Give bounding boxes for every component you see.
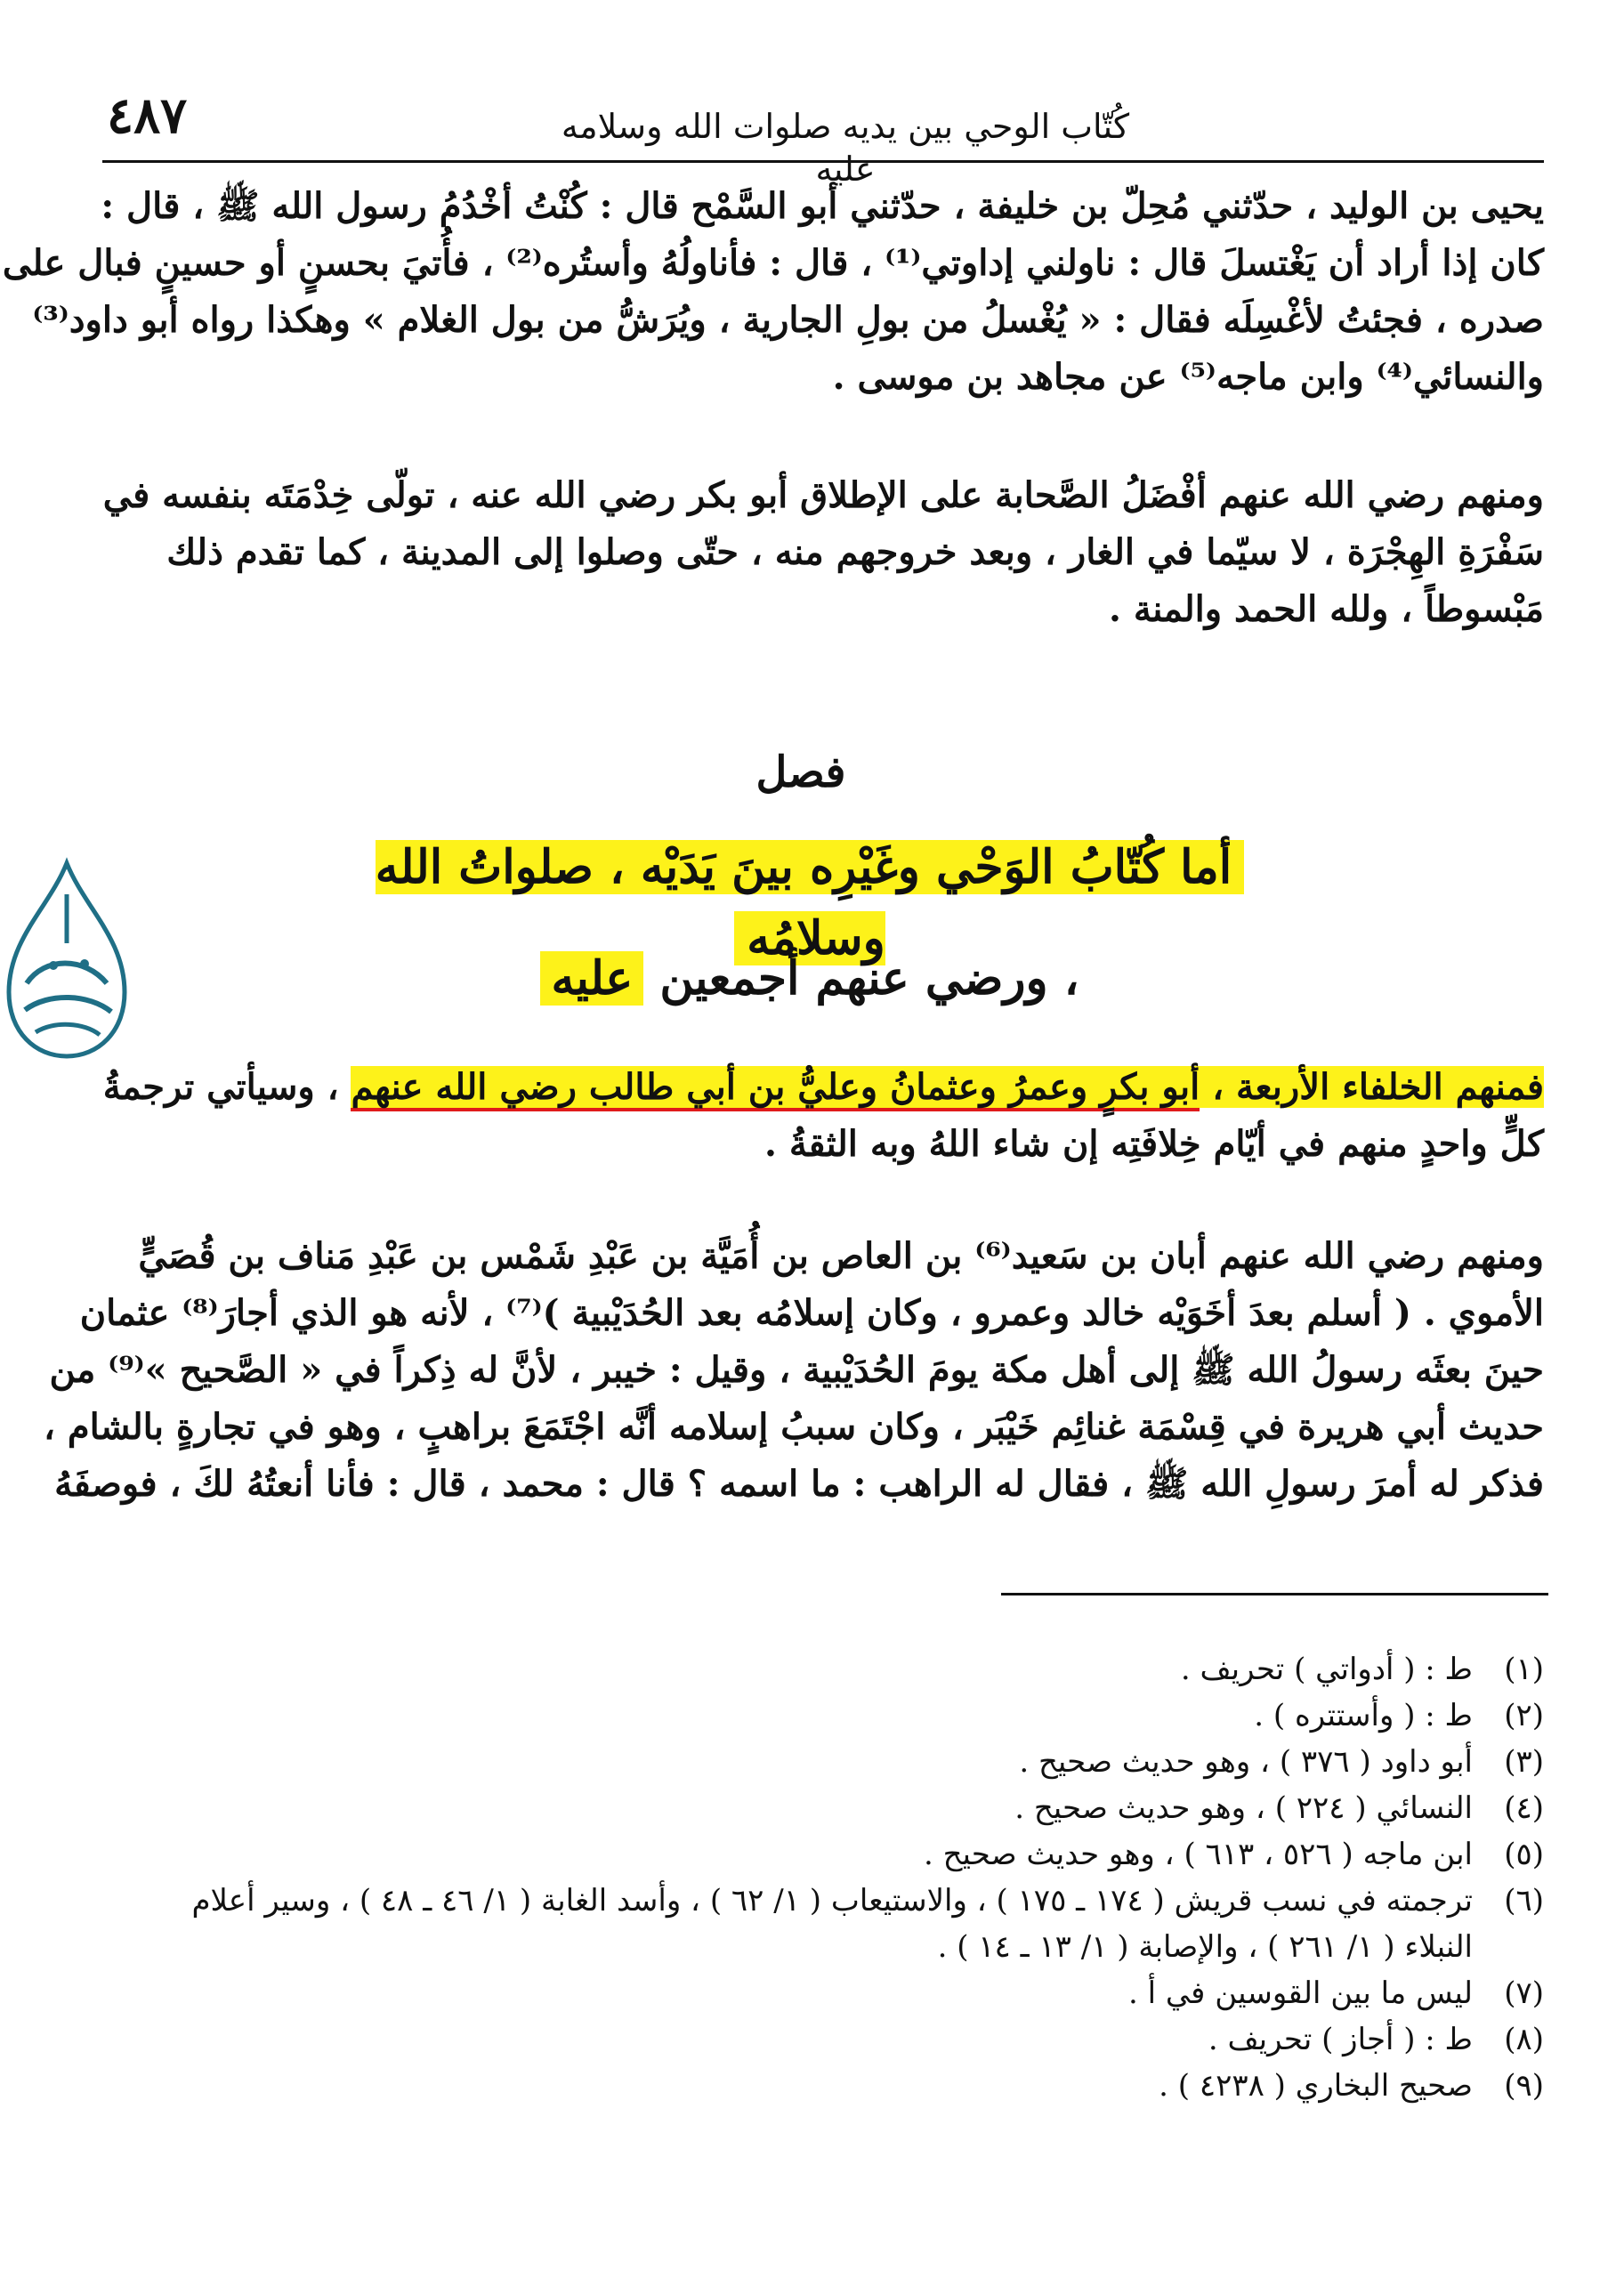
text-line: ومنهم رضي الله عنهم أبان بن سَعيد⁽⁶⁾ بن العاص بن أُمَيَّة بن عَبْدِ شَمْس بن عَبْدِ مَناف بن قُصَيٍّ <box>138 1235 1544 1277</box>
text-line: سَفْرَةِ الهِجْرَة ، لا سيّما في الغار ، وبعد خروجهم منه ، حتّى وصلوا إلى المدينة ، كما تقدم ذلك <box>166 531 1544 573</box>
footnote-text: ط : ( أدواتي ) تحريف . <box>1180 1652 1473 1687</box>
header-rule <box>102 160 1544 163</box>
text-line <box>102 1059 1544 1116</box>
text-line: صدره ، فجئتُ لأغْسِلَه فقال : « يُغْسلُ من بولِ الجارية ، ويُرَشُّ من بول الغلام » وهكذا رواه أبو داود⁽³⁾ <box>32 299 1544 341</box>
line-rest: ، وسيأتي ترجمةُ <box>102 1066 339 1108</box>
footnote-text: ترجمته في نسب قريش ( ١٧٤ ـ ١٧٥ ) ، والاستيعاب ( ١/ ٦٢ ) ، وأسد الغابة ( ١/ ٤٦ ـ ٤٨ ) ، وسير أعلام <box>191 1883 1473 1919</box>
section-heading-line-2 <box>534 943 1086 1014</box>
footnote-number: (٧) <box>1504 1975 1544 2011</box>
footnote-number: (٢) <box>1504 1698 1544 1733</box>
running-title: كُتّاب الوحي بين يديه صلوات الله وسلامه عليه <box>561 107 1130 189</box>
page-number: ٤٨٧ <box>107 86 188 145</box>
footnote-text: صحيح البخاري ( ٤٢٣٨ ) . <box>1159 2068 1473 2104</box>
footnote-text: النبلاء ( ١/ ٢٦١ ) ، والإصابة ( ١/ ١٣ ـ ١٤ ) . <box>937 1929 1473 1965</box>
footnote-number: (١) <box>1504 1652 1544 1687</box>
text-line: حينَ بعثَه رسولُ الله ﷺ إلى أهل مكة يومَ الحُدَيْبية ، وقيل : خيبر ، لأنَّ له ذِكراً في « الصَّحيح »⁽⁹⁾ من <box>49 1349 1544 1391</box>
text-line: حديث أبي هريرة في قِسْمَة غنائِم خَيْبَر ، وكان سببُ إسلامه أنَّه اجْتَمَعَ براهبٍ ، وهو في تجارةٍ بالشام ، <box>43 1406 1544 1448</box>
footnote-text: ليس ما بين القوسين في أ . <box>1127 1975 1473 2011</box>
heading-rest: ، ورضي عنهم أجمعين <box>659 951 1079 1006</box>
highlighted-text <box>351 1066 1544 1108</box>
paragraph-4 <box>43 1228 1544 1513</box>
footnote-item <box>102 2016 1544 2063</box>
footnote-number: (٥) <box>1504 1837 1544 1872</box>
heading-highlight-2: عليه <box>540 951 643 1006</box>
text-line: والنسائي⁽⁴⁾ وابن ماجه⁽⁵⁾ عن مجاهد بن موسى . <box>832 356 1544 398</box>
footnote-item <box>102 1878 1544 1924</box>
footnotes <box>102 1646 1544 2109</box>
footnote-text: النسائي ( ٢٢٤ ) ، وهو حديث صحيح . <box>1014 1790 1473 1826</box>
text-line: يحيى بن الوليد ، حدّثني مُحِلّ بن خليفة ، حدّثني أبو السَّمْح قال : كُنْتُ أخْدُمُ رسول الله ﷺ ، قال : <box>101 185 1544 227</box>
text-line: مَبْسوطاً ، ولله الحمد والمنة . <box>1108 588 1544 630</box>
footnote-text: أبو داود ( ٣٧٦ ) ، وهو حديث صحيح . <box>1019 1744 1473 1780</box>
footnote-item <box>102 1785 1544 1831</box>
text-line: ومنهم رضي الله عنهم أفْضَلُ الصَّحابة على الإطلاق أبو بكر رضي الله عنه ، تولّى خِدْمَتَه بنفسه في <box>102 474 1544 516</box>
footnote-text: ط : ( وأستتره ) . <box>1254 1698 1473 1733</box>
footnote-item <box>102 1692 1544 1739</box>
text-line: كان إذا أراد أن يَغْتسلَ قال : ناولني إداوتي⁽¹⁾ ، قال : فأناولُهُ وأستُره⁽²⁾ ، فأُتيَ بحسنٍ أو حسينٍ فبال على <box>2 242 1544 284</box>
watermark-logo-icon <box>0 859 133 1063</box>
paragraph-2 <box>102 467 1544 638</box>
section-label: فصل <box>755 747 846 797</box>
paragraph-1 <box>2 178 1544 406</box>
footnote-number: (٦) <box>1504 1883 1544 1919</box>
footnote-item <box>102 2063 1544 2109</box>
footnote-item <box>102 1831 1544 1878</box>
footnote-number: (٩) <box>1504 2068 1544 2104</box>
footnote-text: ابن ماجه ( ٥٢٦ ، ٦١٣ ) ، وهو حديث صحيح . <box>923 1837 1473 1872</box>
footnote-number: (٤) <box>1504 1790 1544 1826</box>
heading-highlight-1: أما كُتّابُ الوَحْي وغَيْرِه بينَ يَدَيْه ، صلواتُ الله وسلامُه <box>376 840 1244 965</box>
highlight-part: فمنهم الخلفاء الأربعة ، <box>1200 1066 1544 1108</box>
footnote-number: (٣) <box>1504 1744 1544 1780</box>
paragraph-3 <box>102 1059 1544 1173</box>
underlined-names: أبو بكرٍ وعمرُ وعثمانُ وعليُّ بن أبي طالب رضي الله عنهم <box>351 1066 1200 1111</box>
text-line: كلٍّ واحدٍ منهم في أيّام خِلافَتِه إن شاء اللهُ وبه الثقةُ . <box>764 1123 1544 1165</box>
text-line: الأموي . ( أسلم بعدَ أخَوَيْه خالد وعمرو ، وكان إسلامُه بعد الحُدَيْبية )⁽⁷⁾ ، لأنه هو الذي أجارَ⁽⁸⁾ عثمان <box>79 1292 1544 1334</box>
text-line: فذكر له أمرَ رسولِ الله ﷺ ، فقال له الراهب : ما اسمه ؟ قال : محمد ، قال : فأنا أنعتُهُ لكَ ، فوصفَهُ <box>54 1463 1544 1505</box>
footnote-item-continued <box>102 1924 1544 1970</box>
footnote-text: ط : ( أجاز ) تحريف . <box>1208 2022 1473 2057</box>
footnote-number: (٨) <box>1504 2022 1544 2057</box>
footnote-rule <box>1001 1593 1548 1595</box>
footnote-item <box>102 1970 1544 2016</box>
footnote-item <box>102 1739 1544 1785</box>
footnote-item <box>102 1646 1544 1692</box>
